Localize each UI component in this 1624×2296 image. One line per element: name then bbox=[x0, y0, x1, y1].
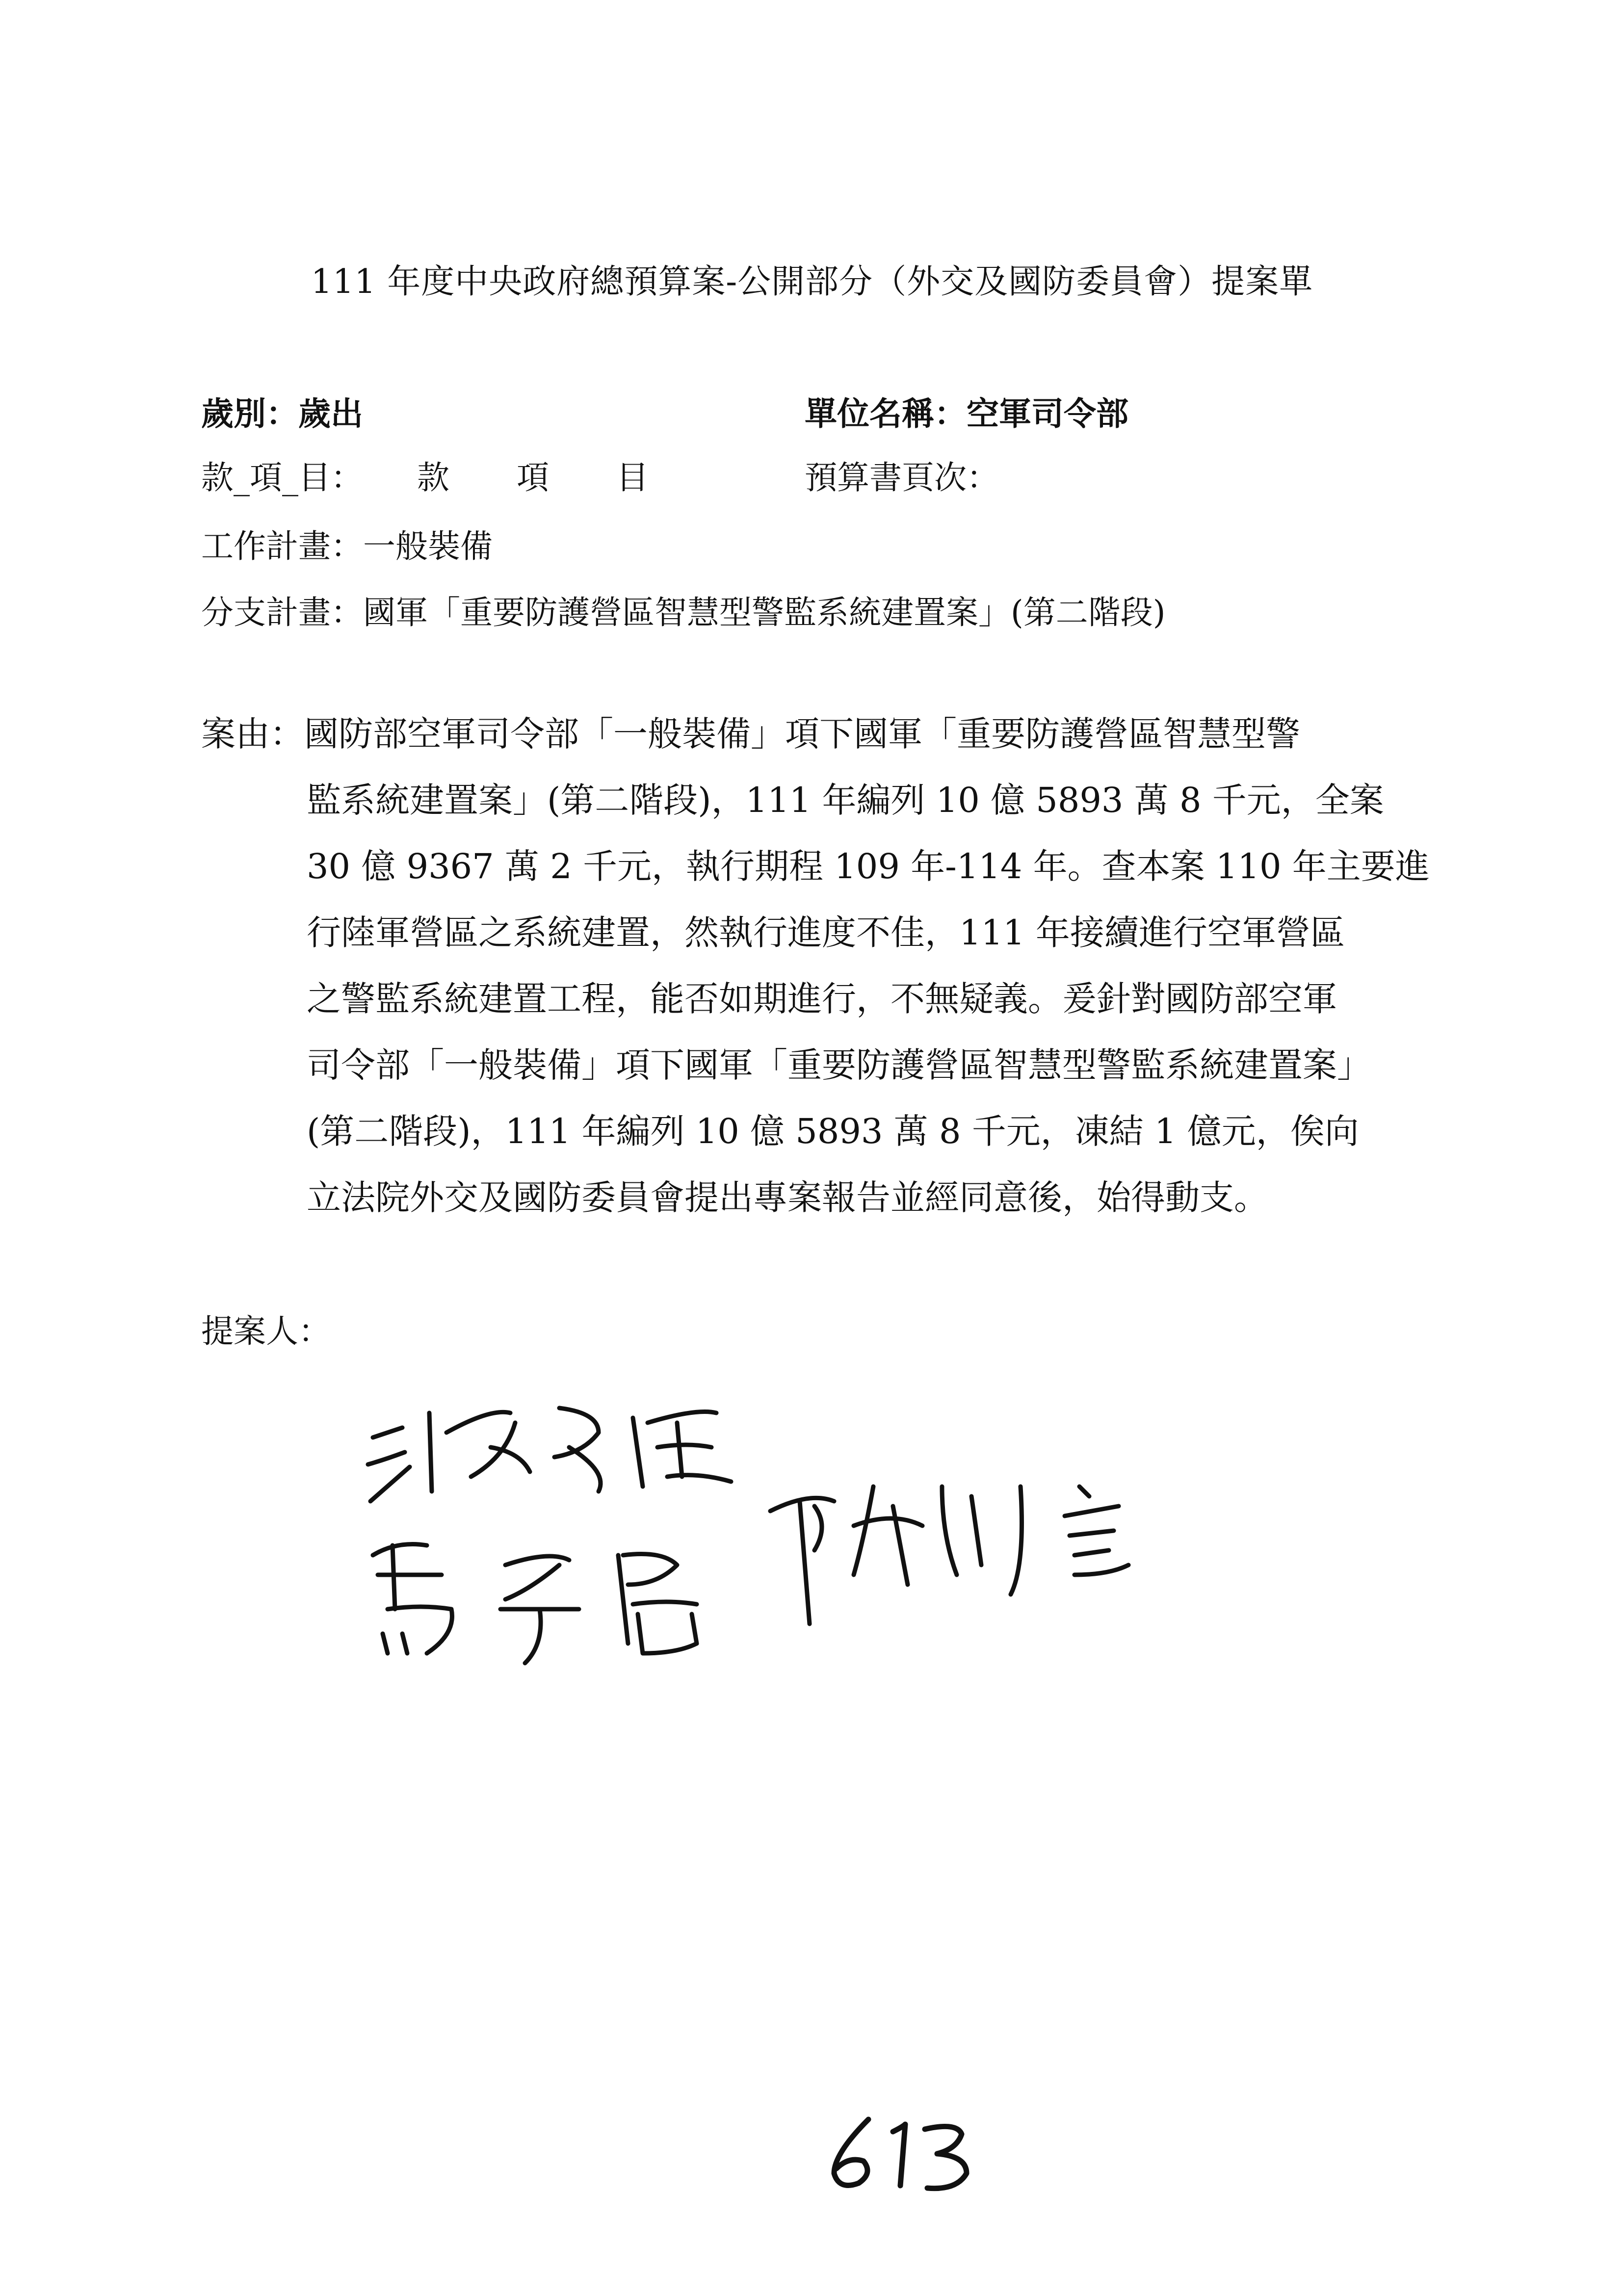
document-title: 111 年度中央政府總預算案-公開部分（外交及國防委員會）提案單 bbox=[311, 262, 1313, 301]
reason-line: 立法院外交及國防委員會提出專案報告並經同意後，始得動支。 bbox=[307, 1177, 1268, 1218]
work-plan: 工作計畫：一般裝備 bbox=[201, 527, 493, 565]
budget-page: 預算書頁次： bbox=[805, 459, 999, 496]
reason-line: 案由：國防部空軍司令部「一般裝備」項下國軍「重要防護營區智慧型警 bbox=[201, 714, 1300, 754]
kuan-xiang-mu-value: 款 項 目 bbox=[417, 459, 677, 496]
signature-2 bbox=[373, 1544, 697, 1664]
kuan-xiang-mu-label: 款_項_目： bbox=[201, 459, 363, 496]
handwritten-signatures bbox=[343, 1379, 1276, 1722]
reason-line: 監系統建置案」(第二階段)，111 年編列 10 億 5893 萬 8 千元，全案 bbox=[307, 780, 1384, 820]
reason-line: 行陸軍營區之系統建置，然執行進度不佳，111 年接續進行空軍營區 bbox=[307, 913, 1345, 953]
reason-line: 司令部「一般裝備」項下國軍「重要防護營區智慧型警監系統建置案」 bbox=[307, 1045, 1371, 1085]
signature-1 bbox=[368, 1408, 731, 1501]
handwritten-page-number bbox=[814, 2105, 986, 2198]
budget-type: 歲別：歲出 bbox=[201, 394, 363, 433]
reason-line: (第二階段)，111 年編列 10 億 5893 萬 8 千元，凍結 1 億元，俟向 bbox=[307, 1111, 1359, 1151]
reason-line: 30 億 9367 萬 2 千元，執行期程 109 年-114 年。查本案 110 年主要進 bbox=[307, 846, 1430, 887]
sub-plan: 分支計畫：國軍「重要防護營區智慧型警監系統建置案」(第二階段) bbox=[201, 594, 1166, 631]
signature-3 bbox=[770, 1487, 1128, 1624]
proposer-label: 提案人： bbox=[201, 1312, 331, 1350]
unit-name: 單位名稱：空軍司令部 bbox=[805, 394, 1128, 433]
reason-line: 之警監系統建置工程，能否如期進行，不無疑義。爰針對國防部空軍 bbox=[307, 979, 1337, 1019]
